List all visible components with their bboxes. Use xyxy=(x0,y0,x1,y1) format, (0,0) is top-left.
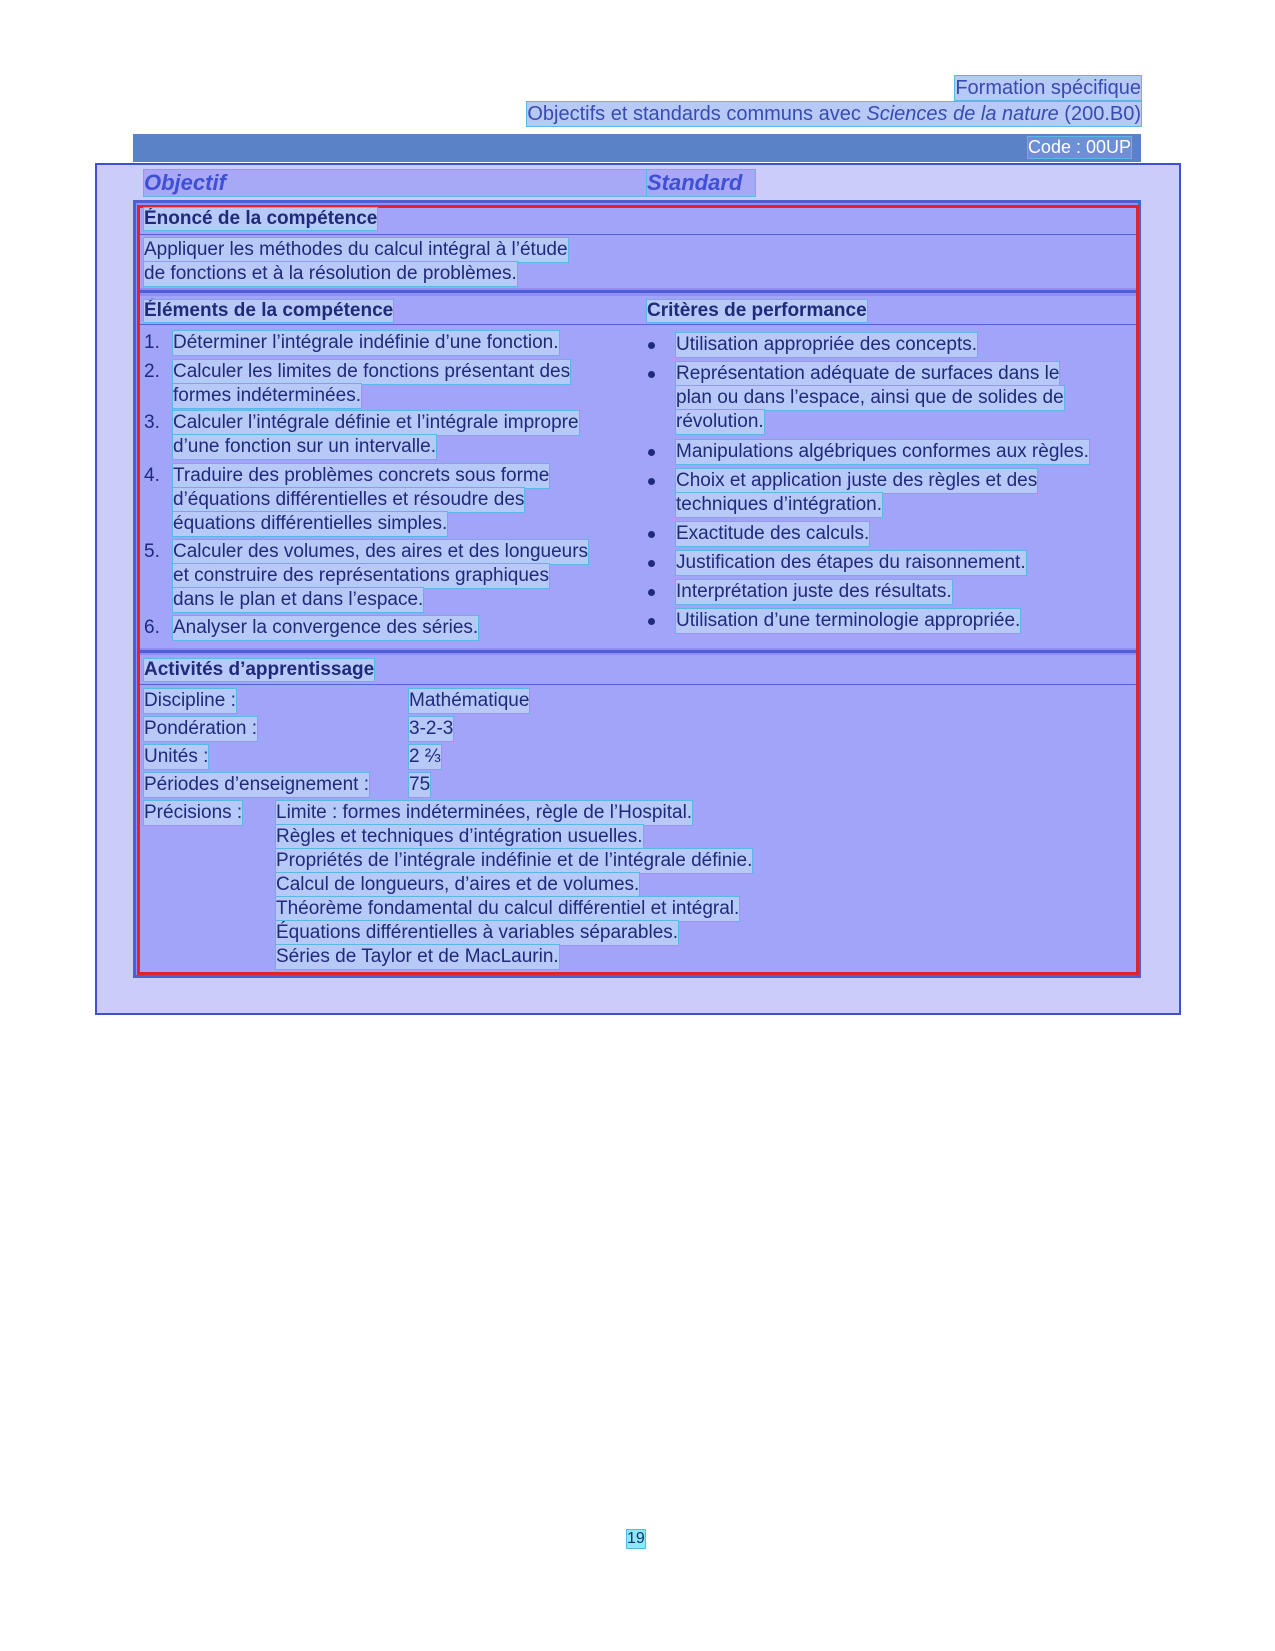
column-objectif: Objectif xyxy=(144,170,647,196)
precision-line: Limite : formes indéterminées, règle de l’Hospital. xyxy=(276,802,693,823)
enonce-line: Appliquer les méthodes du calcul intégral à l’étude xyxy=(144,239,568,260)
column-standard: Standard xyxy=(647,170,755,196)
element-number: 6. xyxy=(144,617,160,638)
periodes-value: 75 xyxy=(409,774,431,795)
critere-line: Utilisation appropriée des concepts. xyxy=(676,334,978,355)
element-number: 3. xyxy=(144,412,160,433)
bullet-icon xyxy=(648,618,655,625)
bullet-icon xyxy=(648,560,655,567)
page-number: 19 xyxy=(627,1530,645,1547)
elements-title: Éléments de la compétence xyxy=(144,300,394,321)
element-line: d’une fonction sur un intervalle. xyxy=(173,436,436,457)
critere-line: Manipulations algébriques conformes aux règles. xyxy=(676,441,1089,462)
criteres-title: Critères de performance xyxy=(647,300,867,321)
element-line: Traduire des problèmes concrets sous forme xyxy=(173,465,550,486)
precision-line: Calcul de longueurs, d’aires et de volumes. xyxy=(276,874,640,895)
bullet-icon xyxy=(648,371,655,378)
periodes-label: Périodes d’enseignement : xyxy=(144,774,369,795)
element-line: Calculer les limites de fonctions présentant des xyxy=(173,361,571,382)
element-line: Analyser la convergence des séries. xyxy=(173,617,479,638)
element-number: 5. xyxy=(144,541,160,562)
precisions-label: Précisions : xyxy=(144,802,243,823)
ponderation-value: 3-2-3 xyxy=(409,718,454,739)
element-number: 1. xyxy=(144,332,160,353)
critere-line: révolution. xyxy=(676,411,764,432)
header-objectifs xyxy=(527,102,1141,126)
header-program-name: Sciences de la nature xyxy=(866,103,1059,125)
critere-line: Interprétation juste des résultats. xyxy=(676,581,952,602)
element-line: dans le plan et dans l’espace. xyxy=(173,589,424,610)
bullet-icon xyxy=(648,478,655,485)
element-line: Calculer l’intégrale définie et l’intégrale impropre xyxy=(173,412,579,433)
code-bar xyxy=(133,134,1141,162)
bullet-icon xyxy=(648,449,655,456)
bullet-icon xyxy=(648,531,655,538)
critere-line: Choix et application juste des règles et des xyxy=(676,470,1038,491)
header-objectifs-prefix: Objectifs et standards communs avec xyxy=(527,103,867,125)
element-number: 2. xyxy=(144,361,160,382)
precision-line: Règles et techniques d’intégration usuelles. xyxy=(276,826,643,847)
unites-value: 2 ⅔ xyxy=(409,746,441,767)
enonce-line: de fonctions et à la résolution de problèmes. xyxy=(144,263,517,284)
critere-line: Exactitude des calculs. xyxy=(676,523,870,544)
precision-line: Équations différentielles à variables séparables. xyxy=(276,922,679,943)
enonce-title: Énoncé de la compétence xyxy=(144,208,378,229)
ponderation-label: Pondération : xyxy=(144,718,258,739)
element-line: équations différentielles simples. xyxy=(173,513,448,534)
critere-line: Justification des étapes du raisonnement. xyxy=(676,552,1026,573)
precision-line: Propriétés de l’intégrale indéfinie et de l’intégrale définie. xyxy=(276,850,753,871)
header-formation: Formation spécifique xyxy=(955,77,1141,99)
critere-line: techniques d’intégration. xyxy=(676,494,882,515)
discipline-label: Discipline : xyxy=(144,690,236,711)
precision-line: Séries de Taylor et de MacLaurin. xyxy=(276,946,559,967)
bullet-icon xyxy=(648,342,655,349)
critere-line: plan ou dans l’espace, ainsi que de solides de xyxy=(676,387,1064,408)
element-line: Déterminer l’intégrale indéfinie d’une fonction. xyxy=(173,332,559,353)
activites-title: Activités d’apprentissage xyxy=(144,659,375,680)
element-line: formes indéterminées. xyxy=(173,385,361,406)
element-number: 4. xyxy=(144,465,160,486)
element-line: et construire des représentations graphiques xyxy=(173,565,550,586)
critere-line: Représentation adéquate de surfaces dans le xyxy=(676,363,1060,384)
precision-line: Théorème fondamental du calcul différentiel et intégral. xyxy=(276,898,740,919)
header-program-code: (200.B0) xyxy=(1058,103,1141,125)
critere-line: Utilisation d’une terminologie appropriée. xyxy=(676,610,1021,631)
competence-code: Code : 00UP xyxy=(1027,137,1131,157)
unites-label: Unités : xyxy=(144,746,209,767)
bullet-icon xyxy=(648,589,655,596)
element-line: Calculer des volumes, des aires et des longueurs xyxy=(173,541,589,562)
element-line: d’équations différentielles et résoudre des xyxy=(173,489,525,510)
discipline-value: Mathématique xyxy=(409,690,530,711)
